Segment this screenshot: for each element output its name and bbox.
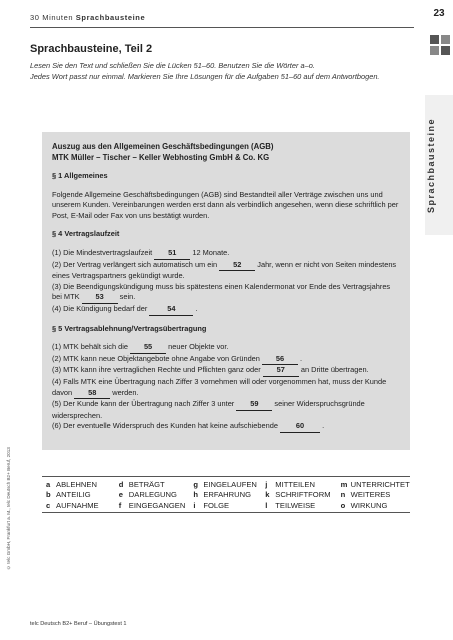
option-i: i FOLGE xyxy=(193,500,230,510)
instructions-line: Lesen Sie den Text und schließen Sie die Lücken 51–60. Benutzen Sie die Wörter a–o. xyxy=(30,61,315,70)
copyright-note: © telc GmbH, Frankfurt a. M., telc Deutsch B2+ Beruf, 2013 xyxy=(6,447,11,570)
option-a: a ABLEHNEN xyxy=(46,480,97,489)
grid-icon xyxy=(430,35,452,57)
agb-text xyxy=(52,141,402,433)
gap-51: 51 xyxy=(154,248,190,260)
clause-text: . xyxy=(300,353,303,363)
clause-text: . xyxy=(195,303,198,313)
clause-text: (4) Falls MTK eine Übertragung nach Ziffer 3 vornehmen will oder vorgenommen hat, muss der Kunde davon xyxy=(52,376,387,397)
gap-58: 58 xyxy=(74,388,110,400)
clause xyxy=(52,365,402,377)
clause-text: Jahr, wenn er nicht von Seiten mindestens eines Vertragspartners gekündigt wurde. xyxy=(52,259,397,281)
page-title: Sprachbausteine, Teil 2 xyxy=(30,43,153,55)
options-row xyxy=(46,490,410,500)
clause xyxy=(52,248,402,260)
gap-55: 55 xyxy=(130,342,166,354)
running-head xyxy=(30,13,145,22)
running-head-prefix: 30 Minuten xyxy=(30,13,74,22)
clause-text: sein. xyxy=(119,292,136,302)
clause-text: 12 Monate. xyxy=(192,247,230,257)
task-instructions xyxy=(30,60,410,82)
clause xyxy=(52,282,402,304)
clause xyxy=(52,377,402,399)
option-b: b ANTEILIG xyxy=(46,490,91,500)
section-heading: § 1 Allgemeines xyxy=(52,171,108,180)
clause-text: (2) MTK kann neue Objektangebote ohne Angabe von Gründen xyxy=(52,353,260,363)
page-footer: telc Deutsch B2+ Beruf – Übungstest 1 xyxy=(30,621,127,627)
gap-53: 53 xyxy=(82,292,118,304)
section-heading: § 5 Vertragsablehnung/Vertragsübertragung xyxy=(52,323,207,333)
option-f: f EINGEGANGEN xyxy=(118,500,186,510)
instructions-line: Jedes Wort passt nur einmal. Markieren Sie Ihre Lösungen für die Aufgaben 51–60 auf dem Antwortbogen. xyxy=(30,72,380,81)
option-e: e DARLEGUNG xyxy=(118,490,177,500)
clause xyxy=(52,260,402,282)
option-g: g EINGELAUFEN xyxy=(193,480,257,489)
agb-text-box xyxy=(42,132,410,450)
gap-54: 54 xyxy=(149,304,193,316)
clause-text: (5) Der Kunde kann der Übertragung nach Ziffer 3 unter xyxy=(52,399,235,409)
clause-text: neuer Objekte vor. xyxy=(168,342,229,352)
option-h: h ERFAHRUNG xyxy=(193,490,252,500)
clause-text: . xyxy=(322,421,325,431)
clause xyxy=(52,354,402,366)
options-row xyxy=(46,480,410,490)
clause-text: (6) Der eventuelle Widerspruch des Kunden hat keine aufschiebende xyxy=(52,421,278,431)
gap-52: 52 xyxy=(219,260,255,272)
options-row xyxy=(46,501,410,511)
option-k: k SCHRIFTFORM xyxy=(265,490,331,500)
page-number: 23 xyxy=(433,8,445,19)
side-tab-title: Sprachbausteine xyxy=(426,117,436,213)
option-c: c AUFNAHME xyxy=(46,500,99,510)
section-heading: § 4 Vertragslaufzeit xyxy=(52,229,120,239)
clause-text: (4) Die Kündigung bedarf der xyxy=(52,303,148,313)
running-head-section: Sprachbausteine xyxy=(75,13,146,22)
gap-56: 56 xyxy=(262,354,298,366)
clause xyxy=(52,399,402,421)
word-options xyxy=(46,480,410,511)
header-rule xyxy=(30,27,414,28)
gap-57: 57 xyxy=(263,365,299,377)
text-subtitle: MTK Müller – Tischer – Keller Webhosting GmbH & Co. KG xyxy=(52,153,270,162)
clause-text: an Dritte übertragen. xyxy=(300,365,369,375)
option-n: n WEITERES xyxy=(340,490,391,500)
clause xyxy=(52,304,402,316)
clause-text: (3) Die Beendigungskündigung muss bis spätestens einen Kalendermonat vor Ende des Vertragsjahres bei MTK xyxy=(52,281,391,302)
clause xyxy=(52,421,402,433)
section-body: Folgende Allgemeine Geschäftsbedingungen (AGB) sind Bestandteil aller Verträge zwischen uns und unserem Kunden. Vereinbarungen werden erst dann als verbindlich angesehen, wenn diese schriftlich per Post, E-Mail oder Fax von uns bestätigt wurden. xyxy=(52,189,399,220)
option-m: m UNTERRICHTET xyxy=(340,480,410,489)
option-d: d BETRÄGT xyxy=(118,480,165,489)
clause-text: (1) Die Mindestvertragslaufzeit xyxy=(52,247,153,257)
option-l: l TEILWEISE xyxy=(265,500,316,510)
clause-text: werden. xyxy=(112,387,139,397)
clause-text: seiner Widerspruchsgründe widersprechen. xyxy=(52,399,365,420)
clause-text: (2) Der Vertrag verlängert sich automatisch um ein xyxy=(52,259,218,269)
gap-59: 59 xyxy=(236,399,272,411)
clause-text: (3) MTK kann ihre vertraglichen Rechte und Pflichten ganz oder xyxy=(52,365,261,375)
option-j: j MITTEILEN xyxy=(265,480,315,489)
clause xyxy=(52,342,402,354)
option-o: o WIRKUNG xyxy=(340,500,388,510)
gap-60: 60 xyxy=(280,421,320,433)
text-title: Auszug aus den Allgemeinen Geschäftsbedingungen (AGB) xyxy=(52,142,274,151)
options-rule-bottom xyxy=(42,512,410,513)
options-rule-top xyxy=(42,476,410,477)
clause-text: (1) MTK behält sich die xyxy=(52,342,128,352)
